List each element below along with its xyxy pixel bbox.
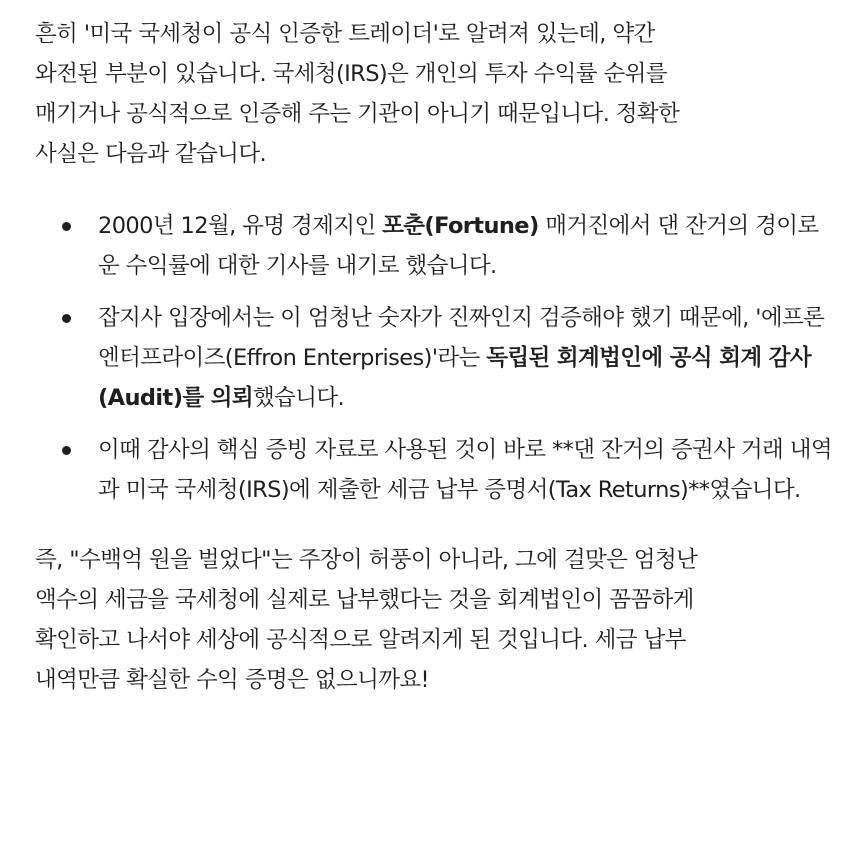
- bullet-bold-text: 독립된 회계법인에 공식 회계 감사(Audit)를 의뢰: [98, 345, 812, 411]
- intro-line-2: 와전된 부분이 있습니다. 국세청(IRS)은 개인의 투자 수익률 순위를: [35, 61, 667, 87]
- intro-line-3: 매기거나 공식적으로 인증해 주는 기관이 아니기 때문입니다. 정확한: [35, 101, 680, 127]
- outro-paragraph: [35, 540, 835, 700]
- bullet-text: 잡지사 입장에서는 이 엄청난 숫자가 진짜인지 검증해야 했기 때문에, '에프론 엔터프라이즈(Effron Enterprises)'라는: [98, 305, 825, 371]
- bullet-text: 매거진에서 댄 잔거의 경이로운 수익률에 대한 기사를 내기로 했습니다.: [98, 213, 819, 279]
- bullet-icon: [62, 314, 71, 323]
- intro-paragraph: [35, 14, 835, 206]
- list-item: [35, 298, 835, 418]
- outro-line-3: 확인하고 나서야 세상에 공식적으로 알려지게 된 것입니다. 세금 납부: [35, 627, 686, 653]
- bullet-text: 2000년 12월, 유명 경제지인: [98, 213, 383, 239]
- list-item: [35, 206, 835, 286]
- intro-line-1: 흔히 '미국 국세청이 공식 인증한 트레이더'로 알려져 있는데, 약간: [35, 21, 655, 47]
- outro-line-1: 즉, "수백억 원을 벌었다"는 주장이 허풍이 아니라, 그에 걸맞은 엄청난: [35, 547, 698, 573]
- bullet-icon: [62, 222, 71, 231]
- outro-line-2: 액수의 세금을 국세청에 실제로 납부했다는 것을 회계법인이 꼼꼼하게: [35, 587, 694, 613]
- bullet-bold-text: 포춘(Fortune): [382, 213, 539, 239]
- bullet-text: 이때 감사의 핵심 증빙 자료로 사용된 것이 바로 **댄 잔거의 증권사 거래 내역과 미국 국세청(IRS)에 제출한 세금 납부 증명서(Tax Returns)**였습니다.: [98, 437, 832, 503]
- outro-line-4: 내역만큼 확실한 수익 증명은 없으니까요!: [35, 667, 429, 693]
- response-content: [35, 14, 835, 700]
- bullet-list: [35, 206, 835, 510]
- list-item: [35, 430, 835, 510]
- bullet-icon: [62, 446, 71, 455]
- bullet-text: 했습니다.: [253, 385, 345, 411]
- intro-line-4: 사실은 다음과 같습니다.: [35, 141, 267, 167]
